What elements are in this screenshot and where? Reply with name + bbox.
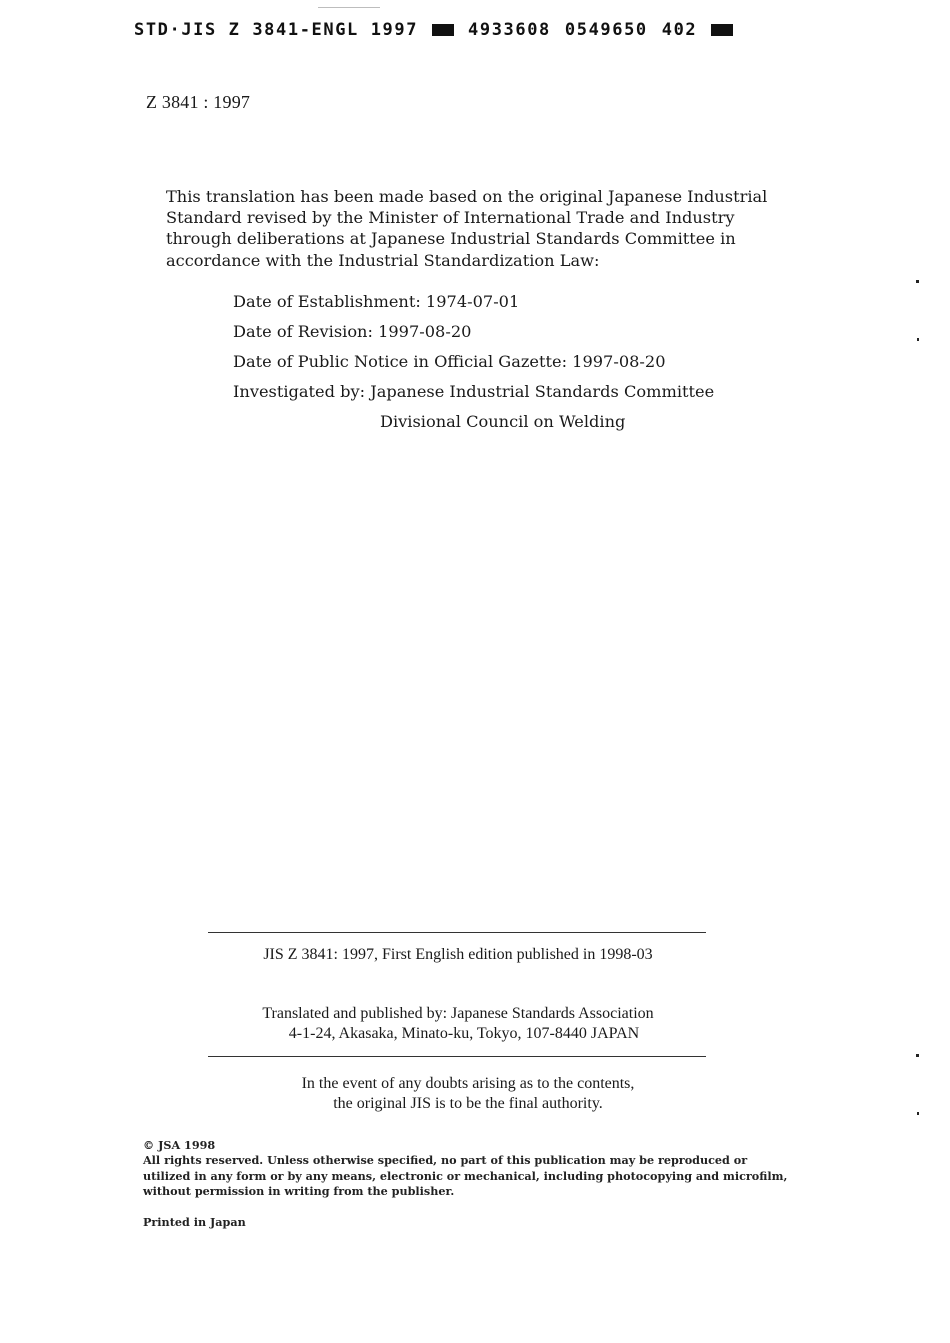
scan-speck bbox=[916, 1054, 919, 1057]
intro-line: Standard revised by the Minister of International Trade and Industry bbox=[166, 208, 735, 228]
scan-code: STD·JIS Z 3841-ENGL 1997 bbox=[134, 20, 419, 40]
divider-top bbox=[208, 932, 706, 933]
authority-line-1: In the event of any doubts arising as to the contents, bbox=[301, 1075, 635, 1092]
intro-paragraph bbox=[166, 186, 786, 271]
publisher-line: Translated and published by: Japanese Standards Association bbox=[262, 1005, 654, 1022]
intro-line: accordance with the Industrial Standardization Law: bbox=[166, 250, 600, 270]
copyright-notice bbox=[143, 1138, 787, 1200]
date-of-establishment: Date of Establishment: 1974-07-01 bbox=[233, 292, 520, 311]
intro-line: This translation has been made based on the original Japanese Industrial bbox=[166, 187, 768, 206]
barcode-group-1: 4933608 bbox=[468, 20, 551, 40]
copyright-line: © JSA 1998 bbox=[143, 1138, 216, 1152]
authority-line-2: the original JIS is to be the final authority. bbox=[333, 1095, 603, 1112]
date-of-public-notice: Date of Public Notice in Official Gazette: 1997-08-20 bbox=[233, 352, 666, 371]
edition-note: JIS Z 3841: 1997, First English edition published in 1998-03 bbox=[263, 946, 653, 963]
scan-smudge bbox=[318, 7, 380, 8]
scan-header bbox=[134, 20, 733, 40]
copyright-line: utilized in any form or by any means, electronic or mechanical, including photocopying and microfilm, bbox=[143, 1168, 788, 1183]
barcode-block-icon bbox=[432, 24, 454, 36]
divider-bottom bbox=[208, 1056, 706, 1057]
publisher-address: 4-1-24, Akasaka, Minato-ku, Tokyo, 107-8440 JAPAN bbox=[288, 1025, 640, 1042]
barcode-group-2: 0549650 bbox=[564, 20, 648, 40]
date-of-revision: Date of Revision: 1997-08-20 bbox=[233, 322, 472, 341]
standard-number: Z 3841 : 1997 bbox=[146, 92, 251, 112]
copyright-line: All rights reserved. Unless otherwise specified, no part of this publication may be reproduced or bbox=[143, 1153, 748, 1168]
scan-speck bbox=[916, 280, 919, 283]
investigated-by: Investigated by: Japanese Industrial Standards Committee bbox=[233, 382, 715, 401]
barcode-block-icon bbox=[711, 24, 733, 36]
scan-speck bbox=[917, 338, 919, 341]
barcode-group-3: 402 bbox=[661, 20, 698, 40]
copyright-line: without permission in writing from the publisher. bbox=[143, 1184, 455, 1199]
printed-in: Printed in Japan bbox=[143, 1215, 246, 1229]
divisional-council: Divisional Council on Welding bbox=[380, 412, 626, 431]
intro-line: through deliberations at Japanese Industrial Standards Committee in bbox=[166, 229, 736, 249]
scan-speck bbox=[917, 1112, 919, 1115]
